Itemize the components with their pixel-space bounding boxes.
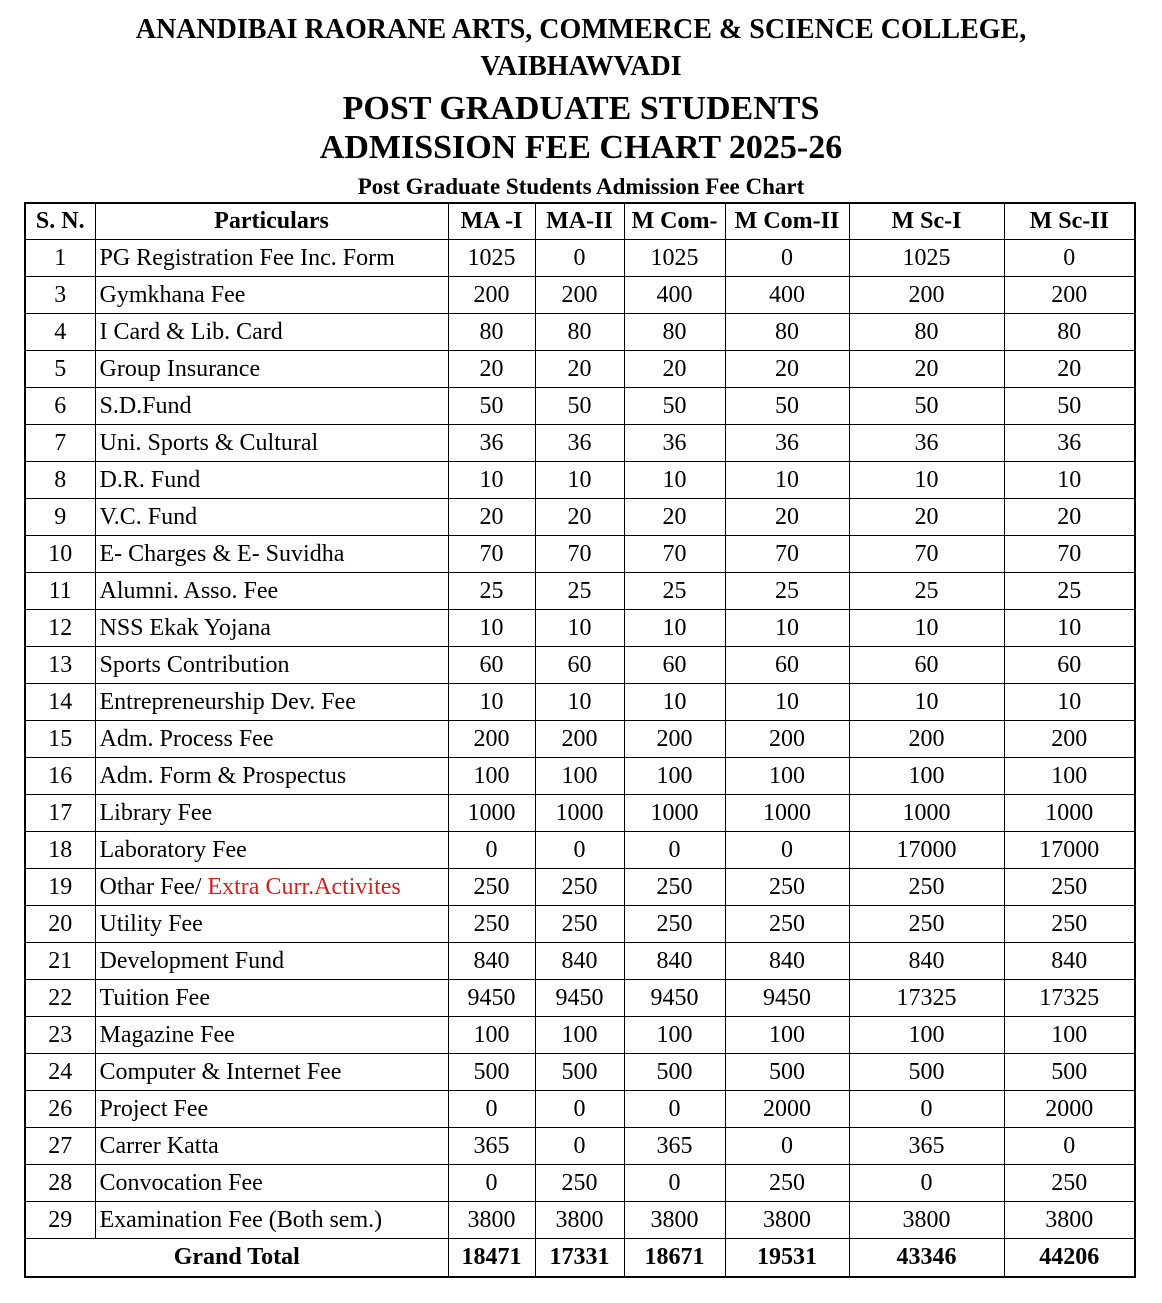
table-row [25,869,1135,906]
fee-value-cell: 250 [1004,1165,1135,1202]
table-row [25,351,1135,388]
particular-cell [95,277,448,314]
serial-number-cell: 8 [25,462,95,499]
fee-value-cell: 70 [624,536,725,573]
fee-value-cell: 10 [535,462,624,499]
fee-value-cell: 0 [624,1091,725,1128]
serial-number-cell: 14 [25,684,95,721]
fee-value-cell: 3800 [535,1202,624,1239]
particular-cell [95,536,448,573]
fee-value-cell: 100 [448,758,535,795]
fee-value-cell: 10 [725,684,849,721]
fee-value-cell: 50 [849,388,1004,425]
grand-total-cell: 18671 [624,1239,725,1278]
particular-label: Carrer Katta [99,1132,219,1159]
particular-label: Magazine Fee [99,1021,235,1048]
college-location: VAIBHAWVADI [480,51,682,82]
fee-value-cell: 200 [535,721,624,758]
serial-number-cell: 9 [25,499,95,536]
fee-value-cell: 10 [849,462,1004,499]
fee-value-cell: 1025 [624,240,725,277]
fee-value-cell: 9450 [725,980,849,1017]
particular-label: Adm. Process Fee [99,725,274,752]
serial-number-cell: 4 [25,314,95,351]
table-row [25,1054,1135,1091]
fee-value-cell: 250 [725,1165,849,1202]
fee-value-cell: 1000 [849,795,1004,832]
serial-number-cell: 11 [25,573,95,610]
fee-value-cell: 100 [624,758,725,795]
particular-label: Project Fee [99,1095,209,1122]
serial-number-cell: 22 [25,980,95,1017]
fee-value-cell: 10 [1004,684,1135,721]
table-row [25,388,1135,425]
particular-label: Othar Fee/ [99,873,208,900]
fee-value-cell: 100 [1004,758,1135,795]
fee-value-cell: 2000 [1004,1091,1135,1128]
fee-table-body [25,240,1135,1239]
fee-value-cell: 500 [1004,1054,1135,1091]
fee-value-cell: 50 [448,388,535,425]
fee-value-cell: 60 [1004,647,1135,684]
particular-label: Sports Contribution [99,651,290,678]
fee-value-cell: 17325 [849,980,1004,1017]
fee-value-cell: 200 [448,277,535,314]
fee-value-cell: 0 [535,832,624,869]
particular-cell [95,1091,448,1128]
fee-value-cell: 500 [448,1054,535,1091]
particular-cell [95,721,448,758]
fee-value-cell: 1025 [849,240,1004,277]
fee-value-cell: 250 [849,906,1004,943]
fee-value-cell: 0 [725,832,849,869]
fee-value-cell: 840 [1004,943,1135,980]
fee-value-cell: 50 [624,388,725,425]
particular-label: E- Charges & E- Suvidha [99,540,345,567]
fee-value-cell: 365 [448,1128,535,1165]
particular-label: Development Fund [99,947,285,974]
fee-value-cell: 10 [624,684,725,721]
fee-value-cell: 36 [725,425,849,462]
fee-value-cell: 70 [448,536,535,573]
fee-value-cell: 60 [448,647,535,684]
fee-value-cell: 1000 [1004,795,1135,832]
particular-cell [95,314,448,351]
table-row [25,277,1135,314]
fee-value-cell: 0 [849,1091,1004,1128]
fee-value-cell: 20 [725,351,849,388]
fee-value-cell: 250 [725,906,849,943]
particular-cell [95,647,448,684]
fee-value-cell: 200 [535,277,624,314]
fee-value-cell: 80 [448,314,535,351]
particular-label: Uni. Sports & Cultural [99,429,319,456]
fee-value-cell: 70 [725,536,849,573]
page-title-line1: POST GRADUATE STUDENTS [342,90,820,127]
fee-value-cell: 80 [535,314,624,351]
fee-value-cell: 250 [1004,906,1135,943]
fee-value-cell: 100 [535,758,624,795]
fee-value-cell: 10 [624,462,725,499]
fee-value-cell: 20 [535,499,624,536]
particular-cell [95,351,448,388]
fee-value-cell: 200 [725,721,849,758]
fee-value-cell: 20 [849,351,1004,388]
fee-value-cell: 840 [535,943,624,980]
particular-cell [95,684,448,721]
serial-number-cell: 28 [25,1165,95,1202]
fee-value-cell: 250 [849,869,1004,906]
fee-value-cell: 250 [535,1165,624,1202]
fee-value-cell: 100 [448,1017,535,1054]
particular-cell [95,462,448,499]
fee-value-cell: 10 [849,684,1004,721]
table-caption: Post Graduate Students Admission Fee Chart [357,174,805,199]
fee-value-cell: 25 [624,573,725,610]
fee-value-cell: 0 [624,832,725,869]
table-row [25,314,1135,351]
particular-cell [95,869,448,906]
fee-value-cell: 200 [448,721,535,758]
fee-value-cell: 60 [535,647,624,684]
column-header: MA-II [535,203,624,240]
particular-label: Utility Fee [99,910,203,937]
table-row [25,1128,1135,1165]
grand-total-cell: 44206 [1004,1239,1135,1278]
serial-number-cell: 21 [25,943,95,980]
grand-total-cell: 43346 [849,1239,1004,1278]
table-row [25,832,1135,869]
particular-label: NSS Ekak Yojana [99,614,271,641]
serial-number-cell: 16 [25,758,95,795]
fee-value-cell: 200 [1004,721,1135,758]
table-row [25,980,1135,1017]
fee-value-cell: 200 [849,721,1004,758]
fee-table [24,202,1136,1278]
fee-value-cell: 500 [624,1054,725,1091]
column-header: S. N. [25,203,95,240]
particular-highlight: Extra Curr.Activites [207,873,401,900]
fee-value-cell: 10 [535,610,624,647]
table-row [25,610,1135,647]
fee-value-cell: 250 [624,869,725,906]
column-header: M Com-II [725,203,849,240]
fee-value-cell: 100 [849,1017,1004,1054]
fee-value-cell: 36 [1004,425,1135,462]
fee-value-cell: 3800 [849,1202,1004,1239]
fee-value-cell: 20 [448,499,535,536]
grand-total-row [25,1239,1135,1278]
serial-number-cell: 19 [25,869,95,906]
fee-value-cell: 3800 [448,1202,535,1239]
table-row [25,1202,1135,1239]
grand-total-label: Grand Total [25,1239,448,1278]
particular-label: Laboratory Fee [99,836,247,863]
serial-number-cell: 26 [25,1091,95,1128]
table-row [25,1091,1135,1128]
fee-value-cell: 0 [1004,1128,1135,1165]
particular-cell [95,906,448,943]
fee-value-cell: 50 [535,388,624,425]
fee-value-cell: 840 [624,943,725,980]
fee-value-cell: 50 [1004,388,1135,425]
fee-value-cell: 25 [535,573,624,610]
fee-value-cell: 1000 [624,795,725,832]
serial-number-cell: 15 [25,721,95,758]
fee-value-cell: 0 [535,240,624,277]
serial-number-cell: 10 [25,536,95,573]
fee-value-cell: 10 [725,462,849,499]
fee-value-cell: 20 [849,499,1004,536]
fee-value-cell: 0 [448,832,535,869]
fee-value-cell: 0 [448,1091,535,1128]
table-row [25,462,1135,499]
fee-value-cell: 25 [1004,573,1135,610]
fee-value-cell: 3800 [725,1202,849,1239]
particular-label: Alumni. Asso. Fee [99,577,279,604]
fee-value-cell: 250 [624,906,725,943]
fee-value-cell: 80 [725,314,849,351]
table-row [25,943,1135,980]
fee-value-cell: 3800 [624,1202,725,1239]
fee-value-cell: 400 [725,277,849,314]
fee-value-cell: 36 [624,425,725,462]
fee-value-cell: 50 [725,388,849,425]
fee-value-cell: 70 [849,536,1004,573]
serial-number-cell: 23 [25,1017,95,1054]
particular-label: Library Fee [99,799,213,826]
column-header: Particulars [95,203,448,240]
fee-value-cell: 36 [448,425,535,462]
fee-value-cell: 100 [624,1017,725,1054]
particular-cell [95,240,448,277]
particular-label: Examination Fee (Both sem.) [99,1206,383,1233]
particular-cell [95,499,448,536]
fee-value-cell: 840 [725,943,849,980]
particular-cell [95,1017,448,1054]
fee-value-cell: 10 [448,684,535,721]
particular-label: Adm. Form & Prospectus [99,762,347,789]
fee-value-cell: 60 [624,647,725,684]
fee-value-cell: 2000 [725,1091,849,1128]
particular-label: PG Registration Fee Inc. Form [99,244,395,271]
fee-value-cell: 250 [448,869,535,906]
fee-value-cell: 200 [1004,277,1135,314]
particular-label: Group Insurance [99,355,261,382]
fee-value-cell: 0 [725,240,849,277]
table-row [25,647,1135,684]
serial-number-cell: 5 [25,351,95,388]
particular-cell [95,980,448,1017]
fee-value-cell: 1000 [535,795,624,832]
column-header: M Com- [624,203,725,240]
particular-cell [95,1054,448,1091]
serial-number-cell: 17 [25,795,95,832]
fee-value-cell: 70 [1004,536,1135,573]
particular-label: Computer & Internet Fee [99,1058,342,1085]
particular-label: Convocation Fee [99,1169,263,1196]
fee-value-cell: 0 [849,1165,1004,1202]
fee-value-cell: 10 [448,462,535,499]
fee-value-cell: 10 [448,610,535,647]
fee-value-cell: 1000 [725,795,849,832]
particular-label: D.R. Fund [99,466,201,493]
fee-value-cell: 840 [448,943,535,980]
particular-cell [95,943,448,980]
fee-value-cell: 80 [624,314,725,351]
table-row [25,499,1135,536]
grand-total-cell: 17331 [535,1239,624,1278]
fee-value-cell: 100 [535,1017,624,1054]
fee-value-cell: 500 [535,1054,624,1091]
fee-value-cell: 10 [725,610,849,647]
fee-value-cell: 0 [535,1128,624,1165]
fee-value-cell: 500 [725,1054,849,1091]
fee-value-cell: 9450 [624,980,725,1017]
particular-cell [95,425,448,462]
fee-value-cell: 100 [1004,1017,1135,1054]
fee-value-cell: 70 [535,536,624,573]
fee-value-cell: 20 [624,499,725,536]
particular-cell [95,1128,448,1165]
fee-value-cell: 17325 [1004,980,1135,1017]
fee-value-cell: 25 [725,573,849,610]
fee-value-cell: 10 [535,684,624,721]
particular-cell [95,795,448,832]
fee-value-cell: 0 [624,1165,725,1202]
table-row [25,684,1135,721]
fee-value-cell: 10 [1004,462,1135,499]
grand-total-cell: 18471 [448,1239,535,1278]
serial-number-cell: 13 [25,647,95,684]
fee-value-cell: 0 [535,1091,624,1128]
fee-value-cell: 80 [849,314,1004,351]
fee-value-cell: 17000 [1004,832,1135,869]
fee-value-cell: 60 [849,647,1004,684]
grand-total-cell: 19531 [725,1239,849,1278]
fee-value-cell: 17000 [849,832,1004,869]
particular-label: Entrepreneurship Dev. Fee [99,688,356,715]
particular-cell [95,573,448,610]
particular-label: I Card & Lib. Card [99,318,283,345]
fee-value-cell: 840 [849,943,1004,980]
particular-label: V.C. Fund [99,503,198,530]
fee-value-cell: 20 [725,499,849,536]
fee-value-cell: 0 [1004,240,1135,277]
fee-value-cell: 100 [849,758,1004,795]
table-row [25,795,1135,832]
fee-value-cell: 400 [624,277,725,314]
particular-cell [95,832,448,869]
fee-value-cell: 3800 [1004,1202,1135,1239]
page-title-line2: ADMISSION FEE CHART 2025-26 [319,129,843,166]
fee-value-cell: 365 [849,1128,1004,1165]
fee-value-cell: 100 [725,1017,849,1054]
fee-value-cell: 60 [725,647,849,684]
fee-value-cell: 250 [535,869,624,906]
column-header: MA -I [448,203,535,240]
column-header: M Sc-I [849,203,1004,240]
fee-value-cell: 10 [624,610,725,647]
fee-value-cell: 20 [1004,499,1135,536]
particular-cell [95,610,448,647]
particular-cell [95,758,448,795]
table-row [25,758,1135,795]
fee-value-cell: 10 [849,610,1004,647]
serial-number-cell: 29 [25,1202,95,1239]
table-row [25,721,1135,758]
fee-value-cell: 20 [624,351,725,388]
fee-value-cell: 365 [624,1128,725,1165]
fee-value-cell: 200 [849,277,1004,314]
table-row [25,906,1135,943]
particular-cell [95,1165,448,1202]
fee-value-cell: 80 [1004,314,1135,351]
particular-cell [95,388,448,425]
serial-number-cell: 12 [25,610,95,647]
table-row [25,536,1135,573]
fee-value-cell: 36 [849,425,1004,462]
fee-value-cell: 250 [448,906,535,943]
fee-value-cell: 500 [849,1054,1004,1091]
fee-value-cell: 25 [849,573,1004,610]
fee-value-cell: 250 [1004,869,1135,906]
fee-value-cell: 0 [448,1165,535,1202]
particular-label: Gymkhana Fee [99,281,246,308]
serial-number-cell: 18 [25,832,95,869]
college-name: ANANDIBAI RAORANE ARTS, COMMERCE & SCIENCE COLLEGE, [135,14,1027,45]
fee-value-cell: 250 [535,906,624,943]
column-header: M Sc-II [1004,203,1135,240]
table-row [25,573,1135,610]
table-row [25,1165,1135,1202]
serial-number-cell: 3 [25,277,95,314]
serial-number-cell: 7 [25,425,95,462]
serial-number-cell: 1 [25,240,95,277]
fee-value-cell: 10 [1004,610,1135,647]
fee-value-cell: 1025 [448,240,535,277]
fee-value-cell: 0 [725,1128,849,1165]
table-row [25,240,1135,277]
fee-value-cell: 25 [448,573,535,610]
fee-value-cell: 20 [1004,351,1135,388]
fee-value-cell: 20 [448,351,535,388]
table-row [25,425,1135,462]
fee-value-cell: 9450 [448,980,535,1017]
serial-number-cell: 24 [25,1054,95,1091]
fee-value-cell: 250 [725,869,849,906]
fee-value-cell: 200 [624,721,725,758]
table-row [25,1017,1135,1054]
fee-value-cell: 20 [535,351,624,388]
serial-number-cell: 6 [25,388,95,425]
serial-number-cell: 20 [25,906,95,943]
fee-value-cell: 1000 [448,795,535,832]
fee-value-cell: 9450 [535,980,624,1017]
fee-value-cell: 36 [535,425,624,462]
table-header-row [25,203,1135,240]
particular-cell [95,1202,448,1239]
serial-number-cell: 27 [25,1128,95,1165]
particular-label: Tuition Fee [99,984,210,1011]
particular-label: S.D.Fund [99,392,192,419]
fee-value-cell: 100 [725,758,849,795]
